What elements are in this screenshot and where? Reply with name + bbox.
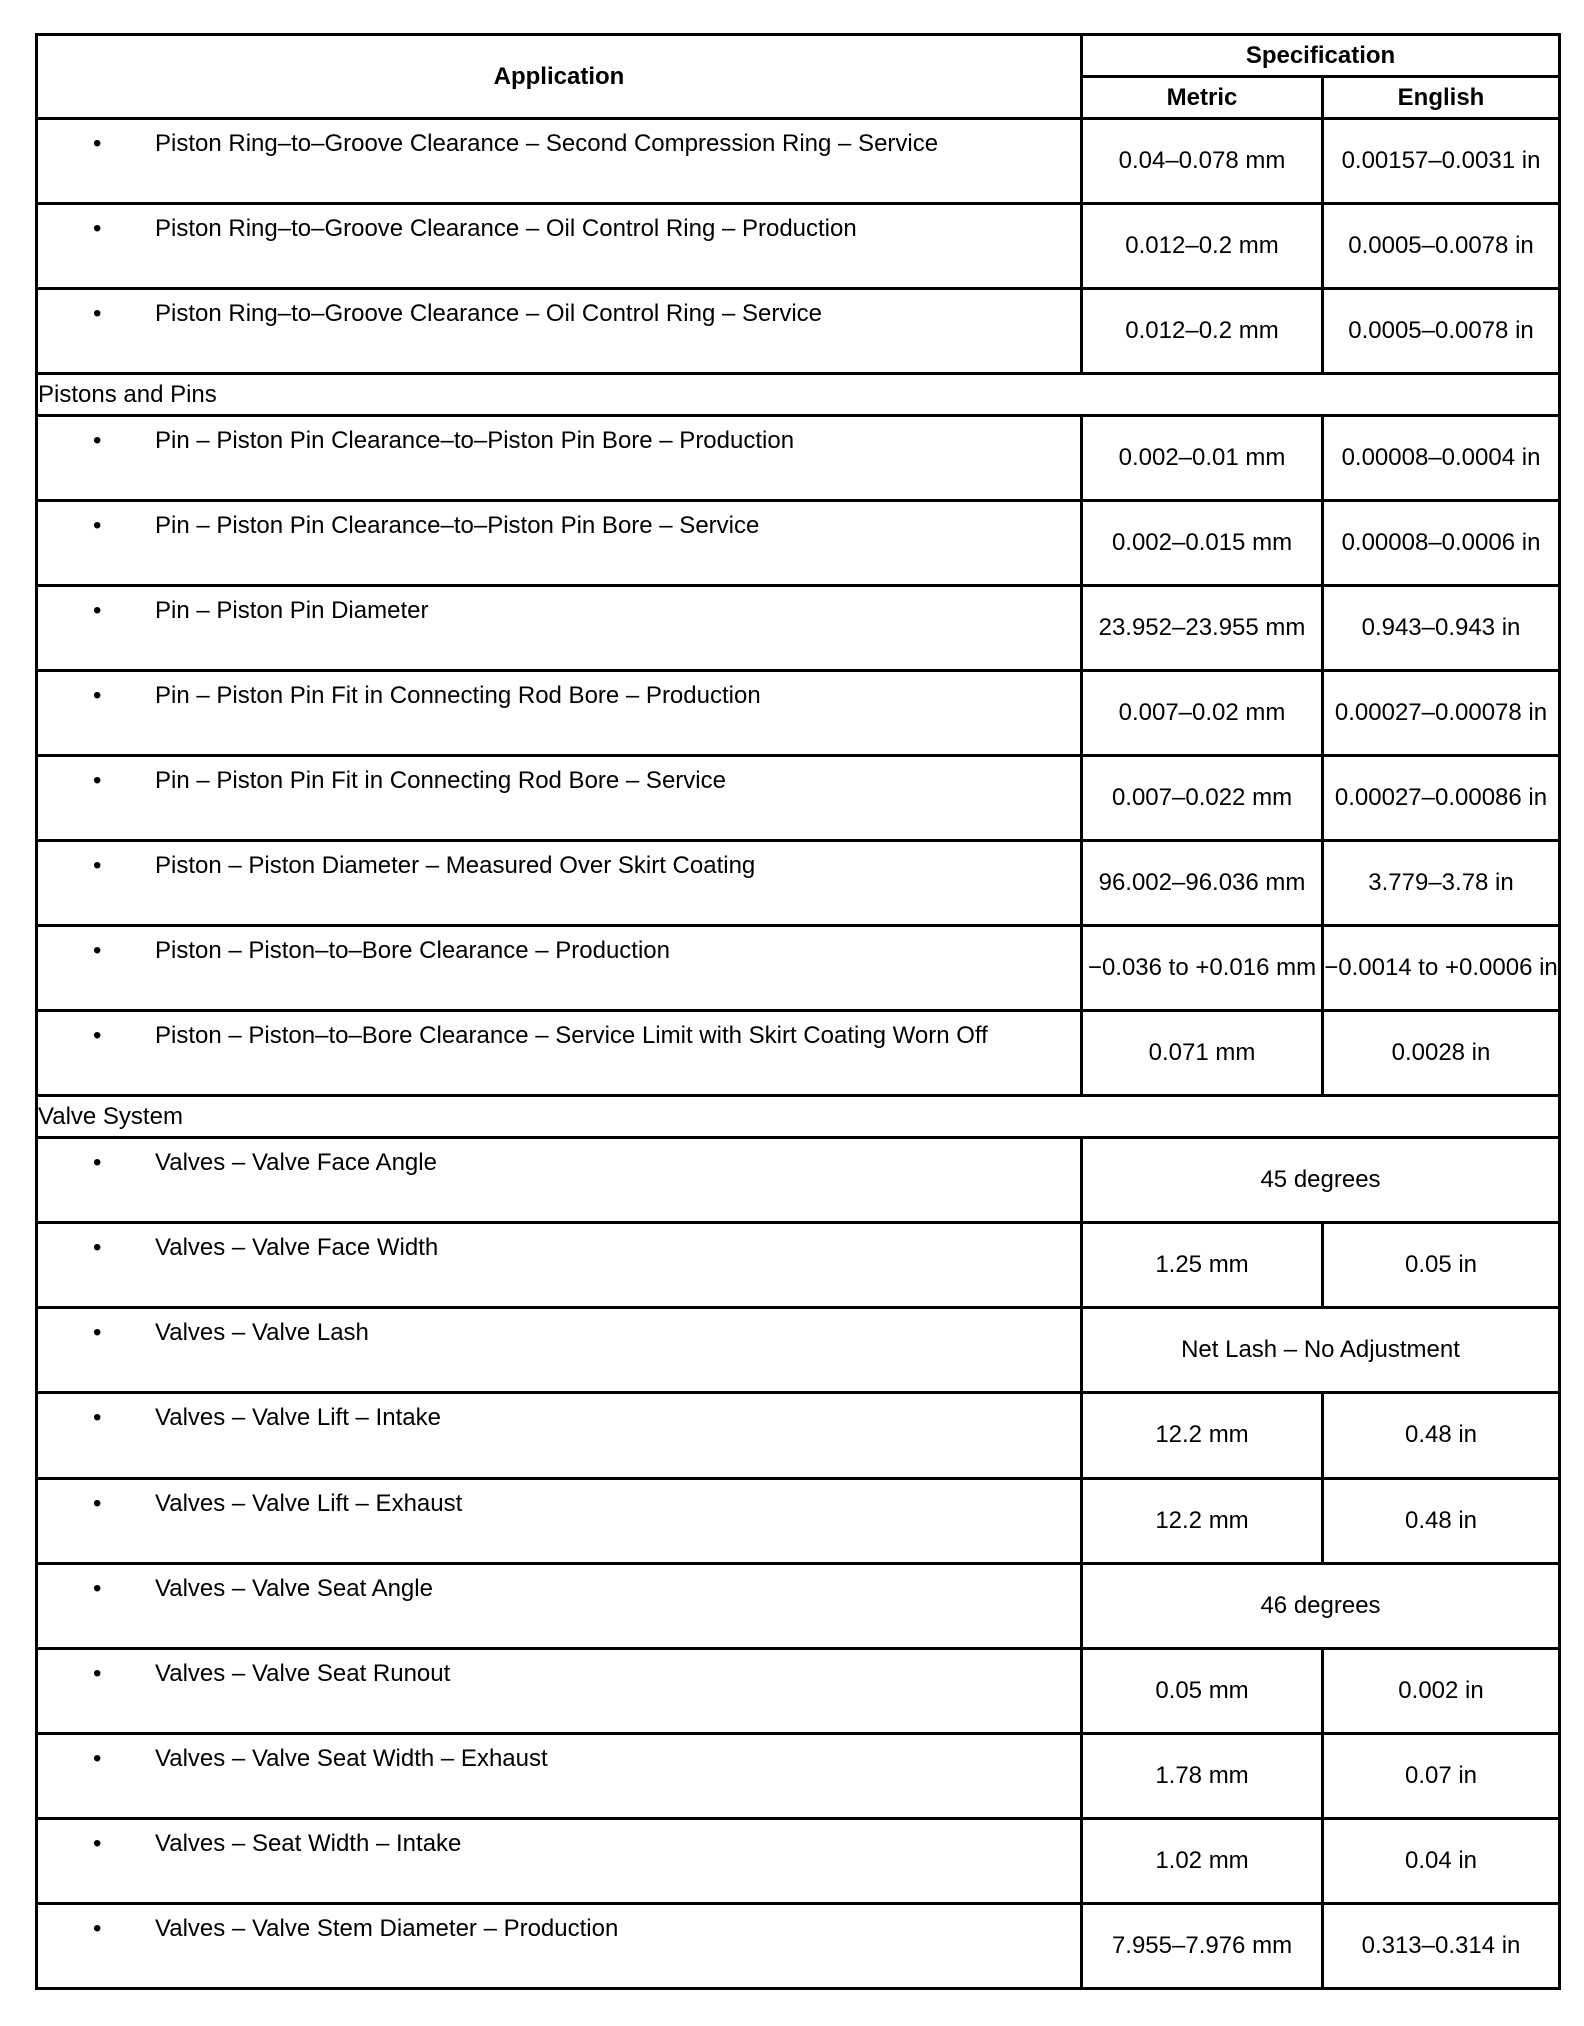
section-title: Valve System bbox=[37, 1096, 1560, 1138]
table-row bbox=[37, 586, 1560, 671]
english-cell: 0.00008–0.0006 in bbox=[1323, 501, 1560, 586]
application-text: Piston – Piston Diameter – Measured Over Skirt Coating bbox=[155, 852, 756, 880]
application-header: Application bbox=[37, 35, 1082, 119]
english-cell: 0.313–0.314 in bbox=[1323, 1903, 1560, 1988]
application-text: Valves – Valve Lash bbox=[155, 1319, 369, 1347]
metric-cell: 1.02 mm bbox=[1082, 1818, 1323, 1903]
metric-cell: 12.2 mm bbox=[1082, 1478, 1323, 1563]
english-cell: 0.00027–0.00078 in bbox=[1323, 671, 1560, 756]
application-cell bbox=[37, 1563, 1082, 1648]
metric-cell: −0.036 to +0.016 mm bbox=[1082, 926, 1323, 1011]
bullet-icon: • bbox=[93, 1319, 102, 1347]
application-cell bbox=[37, 416, 1082, 501]
application-text: Valves – Valve Lift – Intake bbox=[155, 1404, 441, 1432]
application-text: Piston – Piston–to–Bore Clearance – Service Limit with Skirt Coating Worn Off bbox=[155, 1022, 988, 1050]
bullet-icon: • bbox=[93, 1022, 102, 1050]
bullet-icon: • bbox=[93, 1404, 102, 1432]
table-row bbox=[37, 1393, 1560, 1478]
metric-cell: 0.071 mm bbox=[1082, 1011, 1323, 1096]
application-text: Pin – Piston Pin Fit in Connecting Rod Bore – Service bbox=[155, 767, 726, 795]
bullet-icon: • bbox=[93, 215, 102, 243]
metric-cell: 0.04–0.078 mm bbox=[1082, 119, 1323, 204]
bullet-icon: • bbox=[93, 1234, 102, 1262]
table-row bbox=[37, 119, 1560, 204]
application-cell bbox=[37, 586, 1082, 671]
bullet-icon: • bbox=[93, 1489, 102, 1517]
combined-spec-cell: 45 degrees bbox=[1082, 1138, 1560, 1223]
application-cell bbox=[37, 841, 1082, 926]
table-row bbox=[37, 671, 1560, 756]
table-row bbox=[37, 289, 1560, 374]
bullet-icon: • bbox=[93, 1744, 102, 1772]
metric-cell: 0.05 mm bbox=[1082, 1648, 1323, 1733]
metric-cell: 7.955–7.976 mm bbox=[1082, 1903, 1323, 1988]
metric-cell: 1.78 mm bbox=[1082, 1733, 1323, 1818]
application-cell bbox=[37, 1648, 1082, 1733]
english-cell: 0.943–0.943 in bbox=[1323, 586, 1560, 671]
application-text: Piston Ring–to–Groove Clearance – Oil Control Ring – Service bbox=[155, 300, 822, 328]
application-text: Pin – Piston Pin Clearance–to–Piston Pin Bore – Production bbox=[155, 427, 795, 455]
table-row bbox=[37, 416, 1560, 501]
table-row bbox=[37, 1138, 1560, 1223]
combined-spec-cell: Net Lash – No Adjustment bbox=[1082, 1308, 1560, 1393]
table-row bbox=[37, 1011, 1560, 1096]
english-cell: 0.0005–0.0078 in bbox=[1323, 289, 1560, 374]
application-cell bbox=[37, 501, 1082, 586]
application-text: Pin – Piston Pin Fit in Connecting Rod Bore – Production bbox=[155, 682, 761, 710]
application-text: Piston Ring–to–Groove Clearance – Oil Control Ring – Production bbox=[155, 215, 857, 243]
application-text: Valves – Valve Stem Diameter – Production bbox=[155, 1914, 619, 1942]
application-cell bbox=[37, 1138, 1082, 1223]
table-row bbox=[37, 1818, 1560, 1903]
english-cell: 0.00027–0.00086 in bbox=[1323, 756, 1560, 841]
table-row bbox=[37, 204, 1560, 289]
table-row bbox=[37, 841, 1560, 926]
bullet-icon: • bbox=[93, 1829, 102, 1857]
application-cell bbox=[37, 926, 1082, 1011]
bullet-icon: • bbox=[93, 682, 102, 710]
table-row bbox=[37, 1308, 1560, 1393]
application-cell bbox=[37, 119, 1082, 204]
table-row bbox=[37, 756, 1560, 841]
english-cell: 3.779–3.78 in bbox=[1323, 841, 1560, 926]
english-cell: 0.48 in bbox=[1323, 1393, 1560, 1478]
english-cell: 0.07 in bbox=[1323, 1733, 1560, 1818]
bullet-icon: • bbox=[93, 852, 102, 880]
application-cell bbox=[37, 1393, 1082, 1478]
metric-cell: 0.007–0.022 mm bbox=[1082, 756, 1323, 841]
section-row bbox=[37, 1096, 1560, 1138]
english-cell: −0.0014 to +0.0006 in bbox=[1323, 926, 1560, 1011]
english-cell: 0.0005–0.0078 in bbox=[1323, 204, 1560, 289]
metric-cell: 96.002–96.036 mm bbox=[1082, 841, 1323, 926]
metric-cell: 23.952–23.955 mm bbox=[1082, 586, 1323, 671]
application-cell bbox=[37, 1308, 1082, 1393]
english-cell: 0.0028 in bbox=[1323, 1011, 1560, 1096]
table-row bbox=[37, 501, 1560, 586]
application-cell bbox=[37, 671, 1082, 756]
application-cell bbox=[37, 1733, 1082, 1818]
english-cell: 0.05 in bbox=[1323, 1223, 1560, 1308]
metric-cell: 0.002–0.01 mm bbox=[1082, 416, 1323, 501]
table-row bbox=[37, 1563, 1560, 1648]
application-cell bbox=[37, 289, 1082, 374]
table-row bbox=[37, 1903, 1560, 1988]
bullet-icon: • bbox=[93, 1574, 102, 1602]
metric-header: Metric bbox=[1082, 77, 1323, 119]
application-cell bbox=[37, 1223, 1082, 1308]
application-text: Valves – Valve Lift – Exhaust bbox=[155, 1489, 463, 1517]
application-text: Valves – Valve Face Width bbox=[155, 1234, 439, 1262]
table-row bbox=[37, 1733, 1560, 1818]
bullet-icon: • bbox=[93, 937, 102, 965]
bullet-icon: • bbox=[93, 300, 102, 328]
bullet-icon: • bbox=[93, 130, 102, 157]
application-text: Valves – Valve Seat Width – Exhaust bbox=[155, 1744, 548, 1772]
bullet-icon: • bbox=[93, 1659, 102, 1687]
application-text: Valves – Valve Seat Angle bbox=[155, 1574, 433, 1602]
bullet-icon: • bbox=[93, 767, 102, 795]
specification-table bbox=[35, 33, 1561, 1990]
table-body bbox=[37, 119, 1560, 1989]
application-cell bbox=[37, 1011, 1082, 1096]
english-cell: 0.48 in bbox=[1323, 1478, 1560, 1563]
metric-cell: 0.012–0.2 mm bbox=[1082, 204, 1323, 289]
english-cell: 0.00008–0.0004 in bbox=[1323, 416, 1560, 501]
combined-spec-cell: 46 degrees bbox=[1082, 1563, 1560, 1648]
application-cell bbox=[37, 204, 1082, 289]
metric-cell: 0.012–0.2 mm bbox=[1082, 289, 1323, 374]
application-text: Valves – Seat Width – Intake bbox=[155, 1829, 462, 1857]
application-text: Valves – Valve Seat Runout bbox=[155, 1659, 451, 1687]
english-header: English bbox=[1323, 77, 1560, 119]
table-row bbox=[37, 1648, 1560, 1733]
english-cell: 0.00157–0.0031 in bbox=[1323, 119, 1560, 204]
table-row bbox=[37, 926, 1560, 1011]
bullet-icon: • bbox=[93, 427, 102, 455]
english-cell: 0.002 in bbox=[1323, 1648, 1560, 1733]
bullet-icon: • bbox=[93, 1149, 102, 1177]
application-text: Valves – Valve Face Angle bbox=[155, 1149, 437, 1177]
application-text: Piston Ring–to–Groove Clearance – Second Compression Ring – Service bbox=[155, 130, 939, 157]
metric-cell: 0.002–0.015 mm bbox=[1082, 501, 1323, 586]
section-row bbox=[37, 374, 1560, 416]
application-text: Pin – Piston Pin Clearance–to–Piston Pin Bore – Service bbox=[155, 512, 760, 540]
bullet-icon: • bbox=[93, 512, 102, 540]
metric-cell: 12.2 mm bbox=[1082, 1393, 1323, 1478]
bullet-icon: • bbox=[93, 597, 102, 625]
table-row bbox=[37, 1478, 1560, 1563]
application-cell bbox=[37, 756, 1082, 841]
application-text: Pin – Piston Pin Diameter bbox=[155, 597, 429, 625]
application-cell bbox=[37, 1478, 1082, 1563]
application-cell bbox=[37, 1903, 1082, 1988]
specification-header: Specification bbox=[1082, 35, 1560, 77]
application-text: Piston – Piston–to–Bore Clearance – Production bbox=[155, 937, 670, 965]
table-row bbox=[37, 1223, 1560, 1308]
bullet-icon: • bbox=[93, 1914, 102, 1942]
metric-cell: 0.007–0.02 mm bbox=[1082, 671, 1323, 756]
english-cell: 0.04 in bbox=[1323, 1818, 1560, 1903]
section-title: Pistons and Pins bbox=[37, 374, 1560, 416]
metric-cell: 1.25 mm bbox=[1082, 1223, 1323, 1308]
application-cell bbox=[37, 1818, 1082, 1903]
